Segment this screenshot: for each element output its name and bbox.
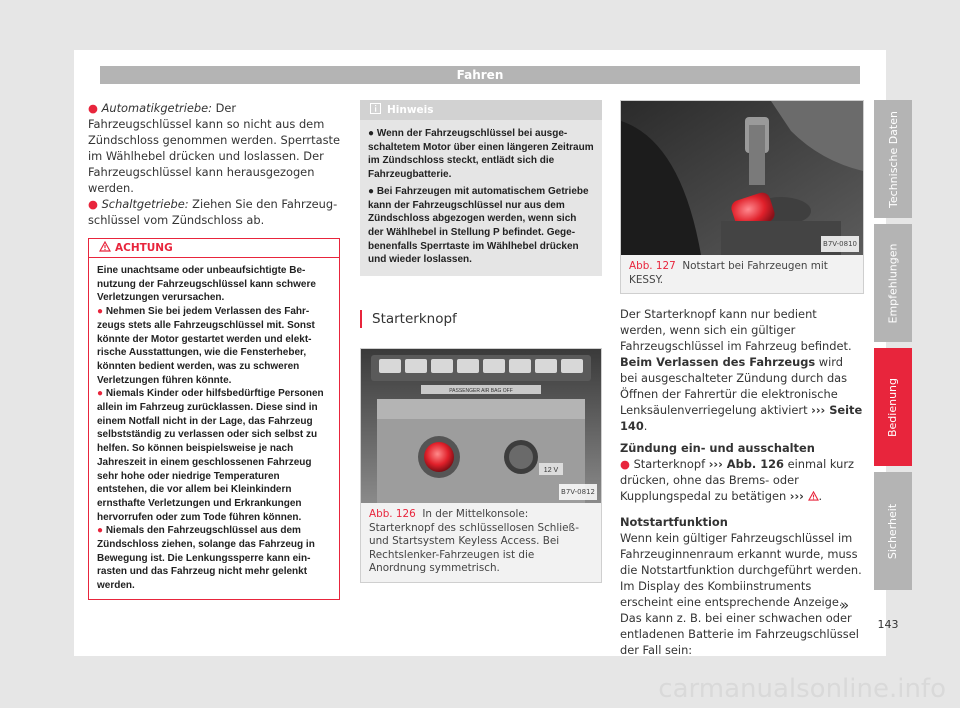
note-item bbox=[368, 185, 594, 267]
figure-label: Abb. 126 bbox=[369, 508, 416, 521]
paragraph bbox=[620, 354, 864, 434]
note-item-text: Bei Fahrzeugen mit automatischem Getriebe kann der Fahrzeugschlüssel nur aus dem Zündschloss abgezogen werden, wenn sich der Wählhebel in Stellung P befindet. Gegebenenfalls Sperrtaste im Wählhebel drücken und wieder loslassen. bbox=[368, 185, 589, 266]
bullet-automatic bbox=[88, 100, 340, 196]
figure-code: B7V-0810 bbox=[821, 236, 859, 252]
figure-126-photo bbox=[361, 349, 601, 503]
bullet-icon: ● bbox=[97, 306, 106, 318]
figure-caption bbox=[361, 503, 601, 582]
bullet-manual bbox=[88, 196, 340, 228]
paragraph: Der Starterknopf kann nur bedient werden, wenn sich ein gültiger Fahrzeugschlüssel im Fahrzeug befindet. bbox=[620, 307, 852, 353]
page-header: Fahren bbox=[100, 66, 860, 84]
continue-icon: » bbox=[840, 596, 850, 614]
note-body bbox=[360, 120, 602, 276]
figure-link[interactable]: ››› Abb. 126 bbox=[708, 457, 784, 471]
tab-technische-daten[interactable] bbox=[874, 100, 912, 218]
column-1 bbox=[88, 100, 340, 600]
warning-triangle-icon bbox=[808, 491, 819, 501]
figure-127-photo bbox=[621, 101, 863, 255]
column-2 bbox=[360, 100, 602, 583]
note-header bbox=[360, 100, 602, 120]
paragraph-end: . bbox=[643, 419, 648, 433]
subheading: Zündung ein- und ausschalten bbox=[620, 441, 815, 455]
center-console-image bbox=[361, 349, 601, 503]
warning-item bbox=[97, 305, 331, 387]
note-item-text: Wenn der Fahrzeugschlüssel bei ausgeschaltetem Motor über einen längeren Zeitraum im Zündschloss steckt, entlädt sich die Fahrzeugbatterie. bbox=[368, 128, 594, 181]
warning-item-text: Niemals den Fahrzeugschlüssel aus dem Zündschloss ziehen, solange das Fahrzeug in Bewegung ist. Die Lenkungssperre kann einrasten und das Fahrzeug nicht mehr gelenkt werden. bbox=[97, 525, 315, 592]
bullet-icon: ● bbox=[97, 525, 106, 537]
bullet-text: Starterknopf bbox=[633, 457, 709, 471]
bullet-icon: ● bbox=[368, 185, 377, 197]
warning-item-text: Niemals Kinder oder hilfsbedürftige Personen allein im Fahrzeug zurücklassen. Diese sind in einem Notfall nicht in der Lage, das Fahrzeug selbstständig zu verlassen oder sich selbst zu helfen. So können beispielsweise je nach Jahreszeit in einem geschlossenen Fahrzeug sehr hohe oder niedrige Temperaturen entstehen, die vor allem bei Kleinkindern ernsthafte Verletzungen und Erkrankungen hervorrufen oder zum Tode führen können. bbox=[97, 388, 324, 523]
tab-empfehlungen[interactable] bbox=[874, 224, 912, 342]
note-title: Hinweis bbox=[387, 104, 434, 116]
tab-label: Technische Daten bbox=[886, 110, 900, 208]
warning-box bbox=[88, 238, 340, 600]
tab-label: Empfehlungen bbox=[886, 243, 900, 323]
bullet-item: ● Starterknopf ››› Abb. 126 einmal kurz drücken, ohne das Brems- oder Kupplungspedal zu betätigen ››› . bbox=[620, 457, 854, 503]
warning-item bbox=[97, 387, 331, 524]
socket-label: 12 V bbox=[543, 467, 559, 475]
warning-triangle-icon bbox=[99, 241, 111, 252]
warning-item bbox=[97, 524, 331, 593]
paragraph-text: wird bei ausgeschalteter Zündung durch das Öffnen der Fahrertür die elektronische Lenksäulenverriegelung aktiviert bbox=[620, 355, 848, 417]
steering-column-image bbox=[621, 101, 863, 255]
bullet-label: Schaltgetriebe: bbox=[101, 197, 189, 211]
note-box bbox=[360, 100, 602, 276]
bullet-icon: ● bbox=[88, 197, 98, 211]
figure-126 bbox=[360, 348, 602, 583]
watermark: carmanualsonline.info bbox=[658, 674, 946, 704]
page-number: 143 bbox=[877, 618, 899, 631]
figure-caption-text: In der Mittelkonsole: Starterknopf des schlüssellosen Schließ- und Startsystem Keyless Access. Bei Rechtslenker-Fahrzeugen ist die Anordnung symmetrisch. bbox=[369, 508, 580, 575]
tab-sicherheit[interactable] bbox=[874, 472, 912, 590]
page-link[interactable]: ››› Seite 140 bbox=[620, 403, 863, 433]
figure-label: Abb. 127 bbox=[629, 260, 676, 272]
bullet-icon: ● bbox=[97, 388, 106, 400]
figure-127 bbox=[620, 100, 864, 294]
bullet-label: Automatikgetriebe: bbox=[101, 101, 212, 115]
warning-intro: Eine unachtsame oder unbeaufsichtigte Benutzung der Fahrzeugschlüssel kann schwere Verletzungen verursachen. bbox=[97, 265, 316, 304]
paragraph: Wenn kein gültiger Fahrzeugschlüssel im Fahrzeuginnenraum erkannt wurde, muss die Notstartfunktion durchgeführt werden. Im Display des Kombiinstruments erscheint eine entsprechende Anzeige. Das kann z. B. bei einer schwachen oder entladenen Batterie im Fahrzeugschlüssel der Fall sein: bbox=[620, 531, 862, 657]
bullet-text: einmal kurz drücken, ohne das Brems- oder Kupplungspedal zu betätigen bbox=[620, 457, 854, 503]
figure-code: B7V-0812 bbox=[559, 484, 597, 500]
note-item bbox=[368, 127, 594, 182]
bullet-text: Ziehen Sie den Fahrzeugschlüssel vom Zündschloss ab. bbox=[88, 197, 338, 227]
warning-item-text: Nehmen Sie bei jedem Verlassen des Fahrzeugs stets alle Fahrzeugschlüssel mit. Sonst könnte der Motor gestartet werden und elektrische Ausstattungen, wie die Fensterheber, könnten bedient werden, was zu schweren Verletzungen führen könnte. bbox=[97, 306, 315, 386]
airbag-panel-text: PASSENGER AIR BAG OFF bbox=[449, 388, 513, 395]
column-3 bbox=[620, 100, 864, 658]
info-icon bbox=[370, 103, 381, 114]
subheading: Notstartfunktion bbox=[620, 515, 728, 529]
bullet-icon: ● bbox=[368, 128, 377, 139]
figure-caption-text: Notstart bei Fahrzeugen mit KESSY. bbox=[629, 260, 828, 286]
body-text bbox=[620, 306, 864, 658]
bullet-text: Der Fahrzeugschlüssel kann so nicht aus dem Zündschloss genommen werden. Sperrtaste im Wählhebel drücken und loslassen. Der Fahrzeugschlüssel kann herausgezogen werden. bbox=[88, 101, 340, 195]
bullet-icon: ● bbox=[88, 101, 98, 115]
tab-bedienung[interactable] bbox=[874, 348, 912, 466]
paragraph-bold: Beim Verlassen des Fahrzeugs bbox=[620, 355, 816, 369]
warning-header bbox=[89, 239, 339, 258]
tab-label: Bedienung bbox=[886, 377, 900, 437]
section-title: Starterknopf bbox=[360, 310, 602, 328]
warning-body bbox=[89, 258, 339, 599]
warning-title: ACHTUNG bbox=[115, 242, 173, 254]
figure-caption bbox=[621, 255, 863, 293]
bullet-icon: ● bbox=[620, 457, 634, 471]
tab-label: Sicherheit bbox=[886, 503, 900, 559]
warning-link[interactable]: ››› bbox=[789, 489, 804, 503]
